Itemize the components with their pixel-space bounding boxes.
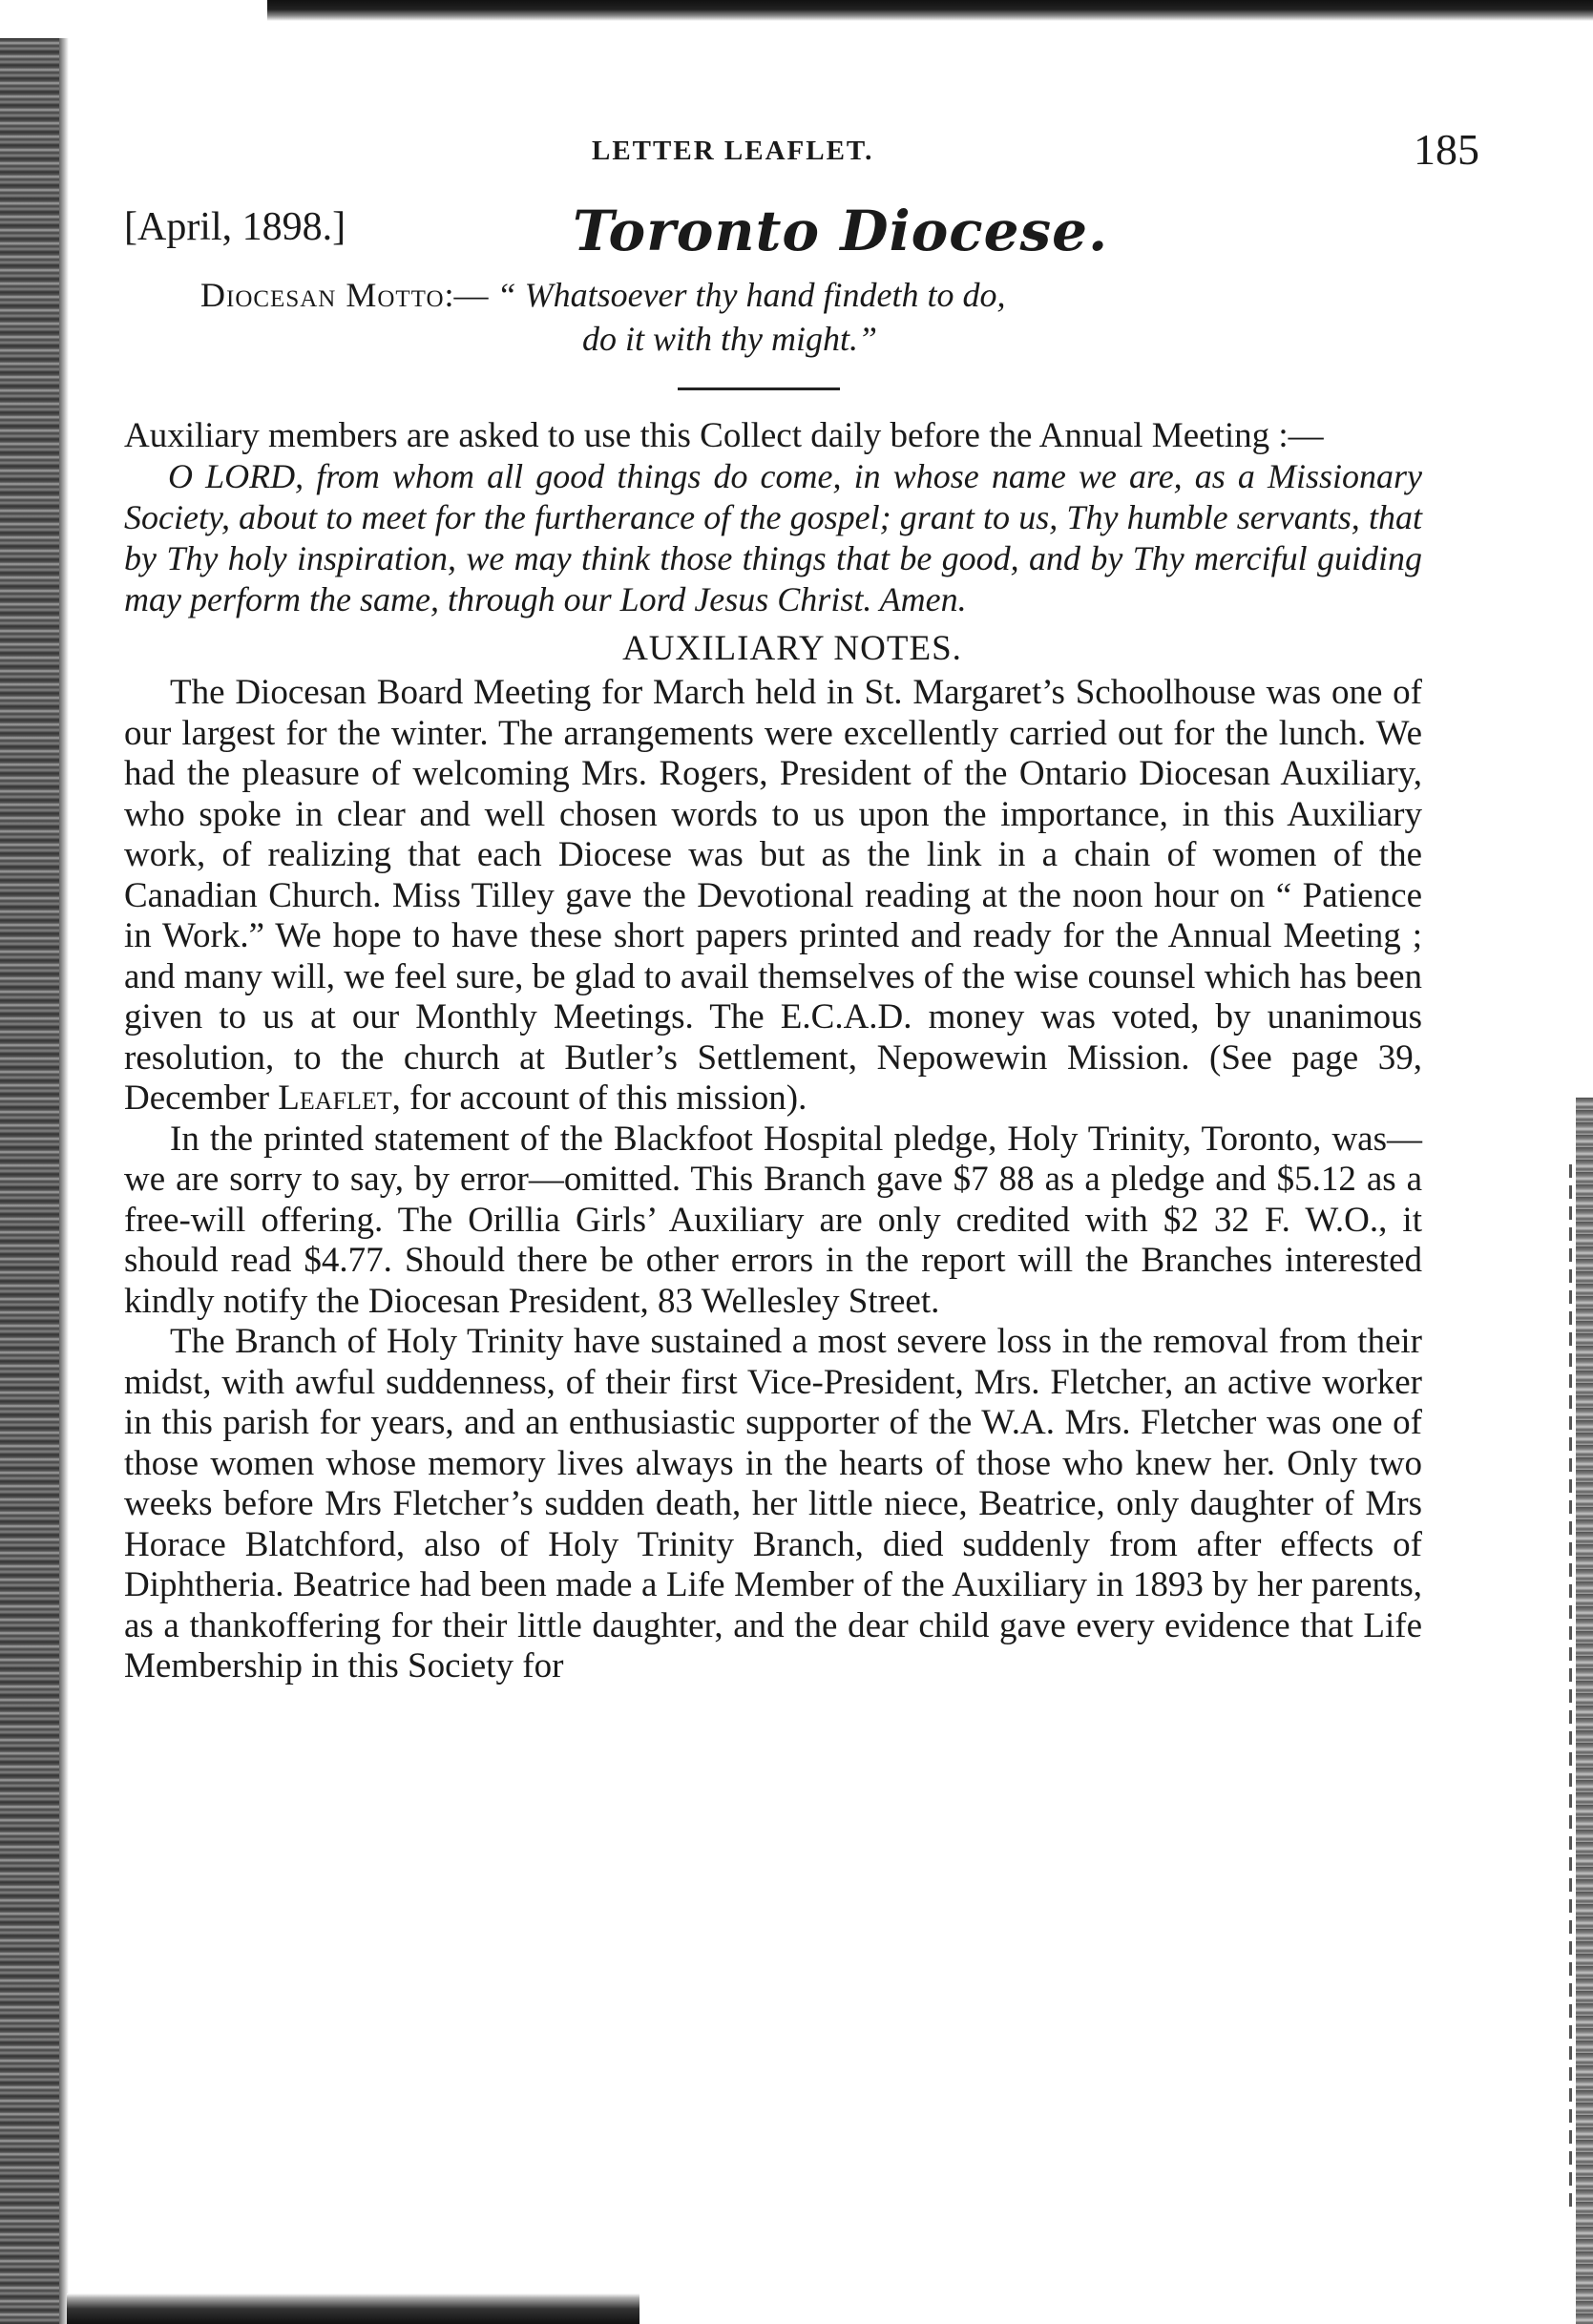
section-heading: AUXILIARY NOTES. bbox=[622, 629, 962, 668]
running-title: LETTER LEAFLET. bbox=[592, 136, 874, 166]
motto-line-1: “ Whatsoever thy hand findeth to do, bbox=[496, 276, 1006, 314]
scan-left-binding-edge bbox=[0, 38, 59, 2324]
scan-right-mark bbox=[1569, 1164, 1572, 2214]
scan-bottom-edge bbox=[67, 2293, 639, 2324]
document-page bbox=[124, 124, 1479, 1687]
scan-top-edge bbox=[267, 0, 1593, 21]
paragraph-board-meeting-end: , for account of this mission). bbox=[391, 1078, 807, 1118]
motto-separator: :— bbox=[444, 276, 489, 314]
issue-date: [April, 1898.] bbox=[124, 205, 346, 249]
collect-prayer: O LORD, from whom all good things do come, in whose name we are, as a Missionary Society, about to meet for the furtherance of the gospel; grant to us, Thy humble servants, that by Thy holy inspiration, we may think those things that be good, and by Thy merciful guiding may perform the same, through our Lord Jesus Christ. Amen. bbox=[124, 457, 1422, 618]
paragraph-holy-trinity: The Branch of Holy Trinity have sustained a most severe loss in the removal from their midst, with awful suddenness, of their first Vice-President, Mrs. Fletcher, an active worker in this parish for years, and an enthusiastic supporter of the W.A. Mrs. Fletcher was one of those women whose memory lives always in the hearts of those who knew her. Only two weeks before Mrs Fletcher’s sudden death, her little niece, Beatrice, only daughter of Mrs Horace Blatchford, also of Holy Trinity Branch, died suddenly from after effects of Diphtheria. Beatrice had been made a Life Member of the Auxiliary in 1893 by her parents, as a thankoffering for their little daughter, and the dear child gave every evidence that Life Membership in this Society for bbox=[124, 1322, 1422, 1685]
running-head bbox=[124, 124, 1479, 181]
paragraph-hospital-pledge: In the printed statement of the Blackfoot Hospital pledge, Holy Trinity, Toronto, was—we are sorry to say, by error—omitted. This Branch gave $7 88 as a pledge and $5.12 as a free-will offering. The Orillia Girls’ Auxiliary are only credited with $2 32 F. W.O., it should read $4.77. Should there be other errors in the report will the Branches interested kindly notify the Diocesan President, 83 Wellesley Street. bbox=[124, 1119, 1422, 1321]
motto-line-2: do it with thy might.” bbox=[582, 320, 878, 358]
paragraph-board-meeting bbox=[124, 673, 1422, 1120]
diocesan-motto bbox=[124, 273, 1422, 361]
intro-paragraph: Auxiliary members are asked to use this Collect daily before the Annual Meeting :— bbox=[124, 416, 1324, 455]
page-title: Toronto Diocese. bbox=[573, 199, 1109, 263]
motto-label: Diocesan Motto bbox=[200, 276, 445, 314]
scan-right-edge bbox=[1576, 1098, 1593, 2324]
paragraph-board-meeting-text: The Diocesan Board Meeting for March held in St. Margaret’s Schoolhouse was one of our largest for the winter. The arrangements were excellently carried out for the lunch. We had the pleasure of welcoming Mrs. Rogers, President of the Ontario Diocesan Auxiliary, who spoke in clear and well chosen words to us upon the importance, in this Auxiliary work, of realizing that each Diocese was but as the link in a chain of women of the Canadian Church. Miss Tilley gave the Devotional reading at the noon hour on “ Patience in Work.” We hope to have these short papers printed and ready for the Annual Meeting ; and many will, we feel sure, be glad to avail themselves of the wise counsel which has been given to us at our Monthly Meetings. The E.C.A.D. money was voted, by unanimous resolution, to the church at Butler’s Settlement, Nepowewin Mission. (See page 39, December bbox=[124, 673, 1422, 1118]
page-number: 185 bbox=[1414, 125, 1479, 174]
scan-left-shadow bbox=[59, 38, 69, 2324]
leaflet-reference: Leaflet bbox=[278, 1078, 392, 1118]
divider-rule bbox=[678, 387, 840, 390]
title-row bbox=[124, 199, 1422, 265]
